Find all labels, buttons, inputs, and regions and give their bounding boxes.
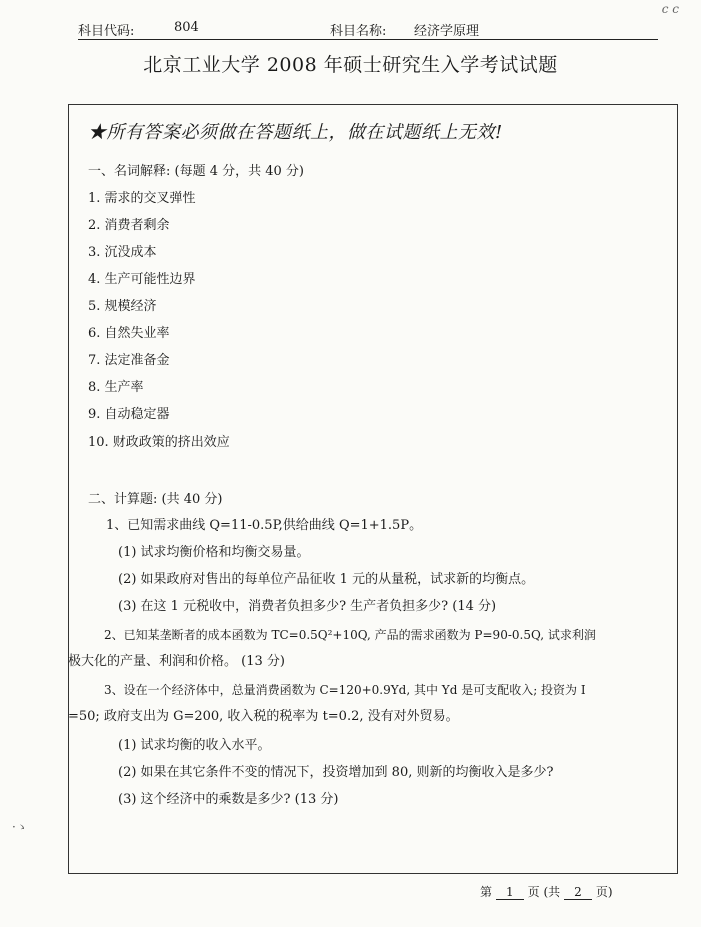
- problem-line: (3) 在这 1 元税收中，消费者负担多少? 生产者负担多少? (14 分): [118, 599, 497, 614]
- problem-line: 2、已知某垄断者的成本函数为 TC=0.5Q²+10Q, 产品的需求函数为 P=90-0.5Q, 试求利润: [104, 628, 596, 642]
- problem-line: (2) 如果在其它条件不变的情况下，投资增加到 80, 则新的均衡收入是多少?: [118, 765, 554, 780]
- term-item: 7. 法定准备金: [88, 353, 170, 368]
- term-item: 10. 财政政策的挤出效应: [88, 435, 230, 450]
- term-item: 8. 生产率: [88, 380, 144, 395]
- problem-line: (1) 试求均衡价格和均衡交易量。: [118, 545, 310, 560]
- subject-name-value: 经济学原理: [414, 24, 480, 39]
- footer-suffix: 页): [595, 885, 613, 899]
- corner-mark: c c: [661, 2, 679, 16]
- subject-code-label: 科目代码:: [78, 24, 135, 39]
- term-item: 2. 消费者剩余: [88, 218, 170, 233]
- problem-line: 3、设在一个经济体中，总量消费函数为 C=120+0.9Yd, 其中 Yd 是可支配收入; 投资为 I: [104, 683, 586, 697]
- subject-code-value: 804: [174, 20, 199, 35]
- notice: ★所有答案必须做在答题纸上，做在试题纸上无效!: [88, 122, 503, 143]
- problem-line: (3) 这个经济中的乘数是多少? (13 分): [118, 792, 339, 807]
- problem-line: =50; 政府支出为 G=200, 收入税的税率为 t=0.2, 没有对外贸易。: [68, 709, 459, 724]
- term-item: 5. 规模经济: [88, 299, 157, 314]
- term-item: 6. 自然失业率: [88, 326, 170, 341]
- problem-line: (2) 如果政府对售出的每单位产品征收 1 元的从量税，试求新的均衡点。: [118, 572, 535, 587]
- term-item: 9. 自动稳定器: [88, 407, 170, 422]
- exam-header: [78, 18, 658, 40]
- problem-line: 极大化的产量、利润和价格。 (13 分): [68, 654, 285, 669]
- footer-middle: 页 (共: [527, 885, 561, 899]
- problem-line: 1、已知需求曲线 Q=11-0.5P,供给曲线 Q=1+1.5P。: [106, 518, 423, 533]
- exam-title: 北京工业大学 2008 年硕士研究生入学考试试题: [143, 54, 558, 76]
- term-item: 3. 沉没成本: [88, 245, 157, 260]
- subject-name-label: 科目名称:: [330, 24, 387, 39]
- problem-line: (1) 试求均衡的收入水平。: [118, 738, 271, 753]
- footer-prefix: 第: [480, 885, 493, 899]
- page-total: 2: [564, 885, 592, 900]
- section1-heading: 一、名词解释: (每题 4 分，共 40 分): [88, 164, 304, 179]
- section2-heading: 二、计算题: (共 40 分): [88, 492, 223, 507]
- term-item: 1. 需求的交叉弹性: [88, 191, 196, 206]
- scan-speck: ·ゝ: [12, 820, 28, 834]
- page-number: 1: [496, 885, 524, 900]
- header-rule: [78, 39, 658, 40]
- term-item: 4. 生产可能性边界: [88, 272, 196, 287]
- page-footer: [480, 883, 613, 900]
